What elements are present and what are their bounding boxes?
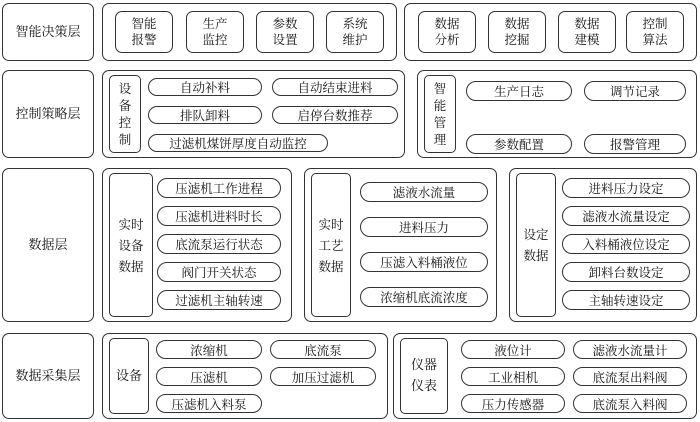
- layer-acquisition: 数据采集层: [2, 333, 94, 419]
- setting-data-label: 设定 数据: [516, 173, 556, 317]
- instrument-label: 仪器 仪表: [400, 338, 448, 414]
- press-process-item[interactable]: 压滤机工作进程: [157, 178, 281, 198]
- realtime-process-group: [304, 168, 497, 322]
- feed-tank-level-item[interactable]: 压滤入料桶液位: [360, 252, 488, 272]
- filtrate-flowmeter-item[interactable]: 滤液水流量计: [573, 340, 687, 359]
- realtime-process-label: 实时 工艺 数据: [311, 173, 351, 317]
- decision-left-group: [102, 3, 397, 61]
- filter-spindle-speed-item[interactable]: 过滤机主轴转速: [157, 290, 281, 310]
- control-algorithm-button[interactable]: 控制 算法: [626, 11, 684, 53]
- filtrate-flow-setting-item[interactable]: 滤液水流量设定: [562, 206, 690, 226]
- layer-data: 数据层: [2, 168, 94, 322]
- unload-count-setting-item[interactable]: 卸料台数设定: [562, 262, 690, 282]
- alarm-management-item[interactable]: 报警管理: [584, 134, 686, 154]
- alarm-button[interactable]: 智能 报警: [115, 11, 173, 53]
- pressure-filter-item[interactable]: 加压过滤机: [270, 367, 376, 386]
- underflow-pump-status-item[interactable]: 底流泵运行状态: [157, 234, 281, 254]
- decision-right-group: [404, 3, 697, 61]
- equipment-control-group: [102, 70, 405, 158]
- layer-decision: 智能决策层: [2, 3, 94, 61]
- layer-control: 控制策略层: [2, 70, 94, 158]
- realtime-device-label: 实时 设备 数据: [109, 173, 153, 317]
- thickener-item[interactable]: 浓缩机: [156, 340, 262, 359]
- equipment-control-label: 设 备 控 制: [109, 75, 141, 153]
- valve-status-item[interactable]: 阀门开关状态: [157, 262, 281, 282]
- auto-feed-item[interactable]: 自动补料: [148, 78, 262, 96]
- tank-level-setting-item[interactable]: 入料桶液位设定: [562, 234, 690, 254]
- spindle-speed-setting-item[interactable]: 主轴转速设定: [562, 290, 690, 310]
- thickener-density-item[interactable]: 浓缩机底流浓度: [360, 287, 488, 307]
- setting-data-group: [509, 168, 697, 322]
- level-gauge-item[interactable]: 液位计: [461, 340, 565, 359]
- auto-end-feed-item[interactable]: 自动结束进料: [272, 78, 398, 96]
- pump-inlet-valve-item[interactable]: 底流泵入料阀: [573, 394, 687, 413]
- pressure-sensor-item[interactable]: 压力传感器: [461, 394, 565, 413]
- smart-management-group: [417, 70, 697, 158]
- production-log-item[interactable]: 生产日志: [466, 81, 572, 101]
- start-stop-recommend-item[interactable]: 启停台数推荐: [272, 106, 398, 124]
- filtrate-flow-item[interactable]: 滤液水流量: [360, 182, 488, 202]
- press-feed-pump-item[interactable]: 压滤机入料泵: [156, 394, 262, 413]
- data-modeling-button[interactable]: 数据 建模: [558, 11, 616, 53]
- smart-management-label: 智 能 管 理: [424, 75, 456, 153]
- data-mining-button[interactable]: 数据 挖掘: [488, 11, 546, 53]
- feed-pressure-setting-item[interactable]: 进料压力设定: [562, 178, 690, 198]
- queue-unload-item[interactable]: 排队卸料: [148, 106, 262, 124]
- production-monitor-button[interactable]: 生产 监控: [186, 11, 244, 53]
- param-config-item[interactable]: 参数配置: [466, 134, 572, 154]
- data-analysis-button[interactable]: 数据 分析: [418, 11, 476, 53]
- param-setting-button[interactable]: 参数 设置: [256, 11, 314, 53]
- cake-thickness-monitor-item[interactable]: 过滤机煤饼厚度自动监控: [148, 134, 328, 152]
- system-maintenance-button[interactable]: 系统 维护: [326, 11, 384, 53]
- realtime-device-group: [102, 168, 292, 322]
- acq-device-group: [102, 333, 388, 419]
- instrument-group: [393, 333, 697, 419]
- filter-press-item[interactable]: 压滤机: [156, 367, 262, 386]
- adjust-record-item[interactable]: 调节记录: [584, 81, 686, 101]
- industrial-camera-item[interactable]: 工业相机: [461, 367, 565, 386]
- press-feed-duration-item[interactable]: 压滤机进料时长: [157, 206, 281, 226]
- acq-device-label: 设备: [109, 338, 149, 414]
- pump-outlet-valve-item[interactable]: 底流泵出料阀: [573, 367, 687, 386]
- underflow-pump-item[interactable]: 底流泵: [270, 340, 376, 359]
- feed-pressure-item[interactable]: 进料压力: [360, 217, 488, 237]
